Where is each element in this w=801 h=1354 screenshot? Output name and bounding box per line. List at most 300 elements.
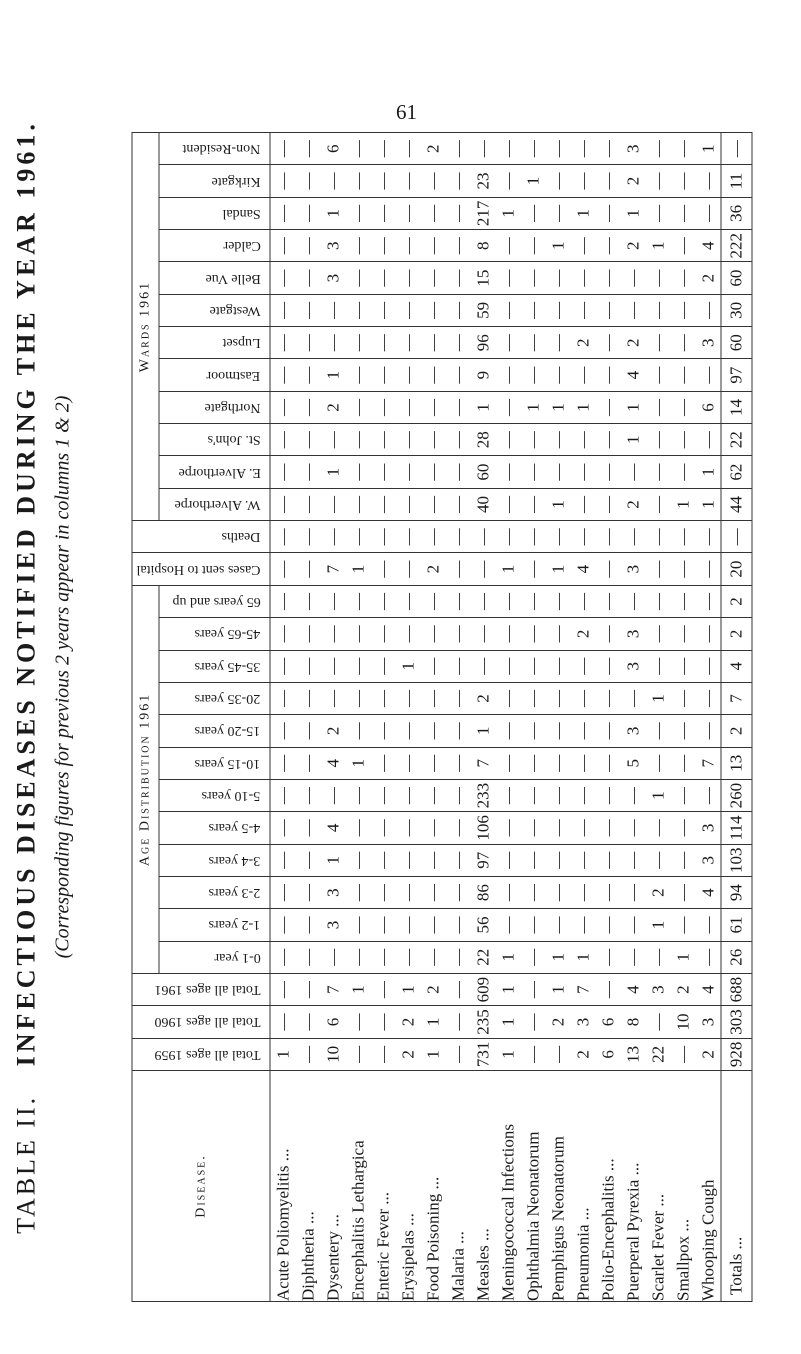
- cell-value: —: [423, 851, 443, 869]
- disease-name: Ophthalmia Neonatorum: [523, 1131, 543, 1301]
- cell-value: —: [498, 237, 518, 255]
- cell-value: —: [548, 204, 568, 222]
- cell-value: 2: [623, 176, 643, 186]
- disease-name: Meningococcal Infections: [498, 1123, 518, 1301]
- age-distribution-header: Age Distribution 1961: [132, 585, 159, 973]
- cell-value: —: [648, 431, 668, 449]
- cell-value: —: [448, 366, 468, 384]
- disease-name: Whooping Cough: [698, 1179, 718, 1301]
- cell-value: —: [423, 787, 443, 805]
- cell-value: —: [348, 657, 368, 675]
- cell-value: 13: [623, 1045, 643, 1063]
- cell-value: —: [673, 819, 693, 837]
- cell-value: 2: [548, 1017, 568, 1027]
- col-values-5: [270, 876, 721, 908]
- disease-name: Smallpox ...: [673, 1218, 693, 1301]
- cell-value: —: [423, 204, 443, 222]
- cell-value: —: [448, 754, 468, 772]
- cell-value: 1: [423, 1050, 443, 1059]
- cell-value: —: [598, 593, 618, 611]
- cell-value: —: [398, 722, 418, 740]
- cell-value: —: [548, 657, 568, 675]
- cell-value: 40: [473, 495, 493, 513]
- cell-value: —: [598, 884, 618, 902]
- disease-name: Puerperal Pyrexia ...: [623, 1162, 643, 1301]
- col-header-25: Calder: [159, 230, 270, 262]
- cell-value: 2: [323, 726, 343, 736]
- cell-value: —: [373, 787, 393, 805]
- cell-value: —: [398, 463, 418, 481]
- cell-value: 6: [598, 1050, 618, 1059]
- cell-value: —: [598, 722, 618, 740]
- cell-value: —: [673, 722, 693, 740]
- cell-value: —: [373, 560, 393, 578]
- cell-value: 4: [623, 985, 643, 994]
- cell-value: —: [498, 366, 518, 384]
- cell-value: 1: [573, 209, 593, 218]
- total-value: 36: [721, 197, 752, 229]
- cell-value: —: [498, 301, 518, 319]
- cell-value: 3: [323, 273, 343, 283]
- total-value: 688: [721, 973, 752, 1005]
- cell-value: —: [423, 334, 443, 352]
- cell-value: —: [623, 593, 643, 611]
- cell-value: —: [523, 722, 543, 740]
- cell-value: —: [298, 1045, 318, 1063]
- disease-name: Malaria ...: [448, 1231, 468, 1301]
- table-title: [12, 0, 42, 1354]
- cell-value: —: [323, 690, 343, 708]
- cell-value: —: [298, 754, 318, 772]
- cell-value: —: [623, 787, 643, 805]
- cell-value: —: [648, 560, 668, 578]
- cell-value: —: [398, 625, 418, 643]
- cell-value: —: [548, 366, 568, 384]
- cell-value: —: [448, 140, 468, 158]
- cell-value: —: [323, 495, 343, 513]
- col-header-13: 45-65 years: [159, 618, 270, 650]
- cell-value: —: [648, 754, 668, 772]
- cell-value: —: [323, 431, 343, 449]
- cell-value: —: [323, 948, 343, 966]
- cell-value: —: [273, 560, 293, 578]
- cell-value: —: [548, 851, 568, 869]
- cell-value: —: [698, 560, 718, 578]
- col-values-12: [270, 650, 721, 682]
- cell-value: 3: [698, 1017, 718, 1027]
- cell-value: —: [573, 722, 593, 740]
- cell-value: —: [348, 722, 368, 740]
- cell-value: —: [523, 754, 543, 772]
- col-values-23: [270, 294, 721, 326]
- cell-value: —: [448, 722, 468, 740]
- total-value: 60: [721, 327, 752, 359]
- cell-value: —: [698, 528, 718, 546]
- cell-value: —: [523, 1045, 543, 1063]
- cell-value: 1: [498, 1017, 518, 1027]
- cell-value: —: [373, 1013, 393, 1031]
- col-values-10: [270, 715, 721, 747]
- cell-value: —: [298, 237, 318, 255]
- cell-value: 3: [623, 661, 643, 671]
- total-value: 13: [721, 747, 752, 779]
- cell-value: —: [398, 819, 418, 837]
- cell-value: —: [423, 528, 443, 546]
- cell-value: —: [598, 431, 618, 449]
- cell-value: —: [573, 884, 593, 902]
- col-header-16: Deaths: [132, 521, 270, 553]
- cell-value: —: [473, 593, 493, 611]
- cell-value: 1: [523, 176, 543, 186]
- total-value: 222: [721, 230, 752, 262]
- cell-value: —: [598, 495, 618, 513]
- cell-value: —: [498, 916, 518, 934]
- cell-value: —: [698, 690, 718, 708]
- col-values-0: [270, 1038, 721, 1070]
- cell-value: —: [423, 172, 443, 190]
- total-value: —: [721, 521, 752, 553]
- cell-value: 4: [573, 564, 593, 574]
- cell-value: 3: [323, 920, 343, 930]
- cell-value: —: [273, 237, 293, 255]
- cell-value: —: [373, 754, 393, 772]
- cell-value: 7: [473, 758, 493, 768]
- cell-value: 7: [573, 985, 593, 994]
- cell-value: —: [423, 754, 443, 772]
- cell-value: —: [598, 398, 618, 416]
- cell-value: 3: [698, 856, 718, 865]
- cell-value: —: [298, 204, 318, 222]
- col-header-15: Cases sent to Hospital: [132, 553, 270, 585]
- cell-value: 3: [623, 629, 643, 639]
- cell-value: —: [448, 172, 468, 190]
- cell-value: 1: [348, 758, 368, 768]
- total-value: 30: [721, 294, 752, 326]
- cell-value: —: [498, 398, 518, 416]
- cell-value: —: [373, 593, 393, 611]
- cell-value: —: [298, 593, 318, 611]
- total-value: 97: [721, 359, 752, 391]
- cell-value: —: [598, 301, 618, 319]
- col-values-26: [270, 197, 721, 229]
- cell-value: —: [648, 948, 668, 966]
- cell-value: —: [648, 1013, 668, 1031]
- cell-value: 1: [623, 435, 643, 445]
- cell-value: 7: [698, 758, 718, 768]
- cell-value: —: [598, 560, 618, 578]
- cell-value: —: [373, 463, 393, 481]
- col-header-10: 15-20 years: [159, 715, 270, 747]
- cell-value: —: [423, 948, 443, 966]
- cell-value: —: [623, 690, 643, 708]
- cell-value: —: [423, 884, 443, 902]
- cell-value: —: [648, 463, 668, 481]
- cell-value: —: [298, 657, 318, 675]
- cell-value: —: [298, 528, 318, 546]
- col-header-27: Kirkgate: [159, 165, 270, 197]
- cell-value: —: [498, 334, 518, 352]
- cell-value: —: [398, 334, 418, 352]
- cell-value: 4: [698, 985, 718, 994]
- cell-value: —: [323, 301, 343, 319]
- cell-value: 3: [573, 1017, 593, 1027]
- cell-value: —: [598, 690, 618, 708]
- cell-value: —: [298, 172, 318, 190]
- col-values-27: [270, 165, 721, 197]
- cell-value: —: [548, 334, 568, 352]
- cell-value: —: [448, 916, 468, 934]
- total-value: 928: [721, 1038, 752, 1070]
- cell-value: —: [498, 172, 518, 190]
- cell-value: 3: [323, 241, 343, 250]
- total-value: 4: [721, 650, 752, 682]
- cell-value: 1: [398, 661, 418, 671]
- disease-name: Diphtheria ...: [298, 1211, 318, 1301]
- cell-value: —: [673, 787, 693, 805]
- cell-value: —: [623, 528, 643, 546]
- cell-value: —: [523, 366, 543, 384]
- cell-value: —: [573, 851, 593, 869]
- cell-value: —: [523, 787, 543, 805]
- cell-value: —: [298, 431, 318, 449]
- cell-value: —: [298, 140, 318, 158]
- cell-value: 3: [323, 888, 343, 897]
- cell-value: 1: [548, 953, 568, 962]
- cell-value: —: [573, 301, 593, 319]
- cell-value: —: [298, 269, 318, 287]
- col-values-28: [270, 133, 721, 165]
- cell-value: —: [348, 398, 368, 416]
- cell-value: —: [273, 1013, 293, 1031]
- col-header-21: Eastmoor: [159, 359, 270, 391]
- cell-value: —: [348, 301, 368, 319]
- cell-value: —: [473, 560, 493, 578]
- cell-value: 1: [548, 241, 568, 250]
- cell-value: —: [448, 1045, 468, 1063]
- cell-value: —: [673, 269, 693, 287]
- cell-value: 2: [698, 1050, 718, 1059]
- cell-value: —: [548, 269, 568, 287]
- cell-value: —: [448, 948, 468, 966]
- cell-value: —: [323, 787, 343, 805]
- cell-value: —: [348, 172, 368, 190]
- cell-value: 6: [598, 1017, 618, 1027]
- cell-value: —: [673, 916, 693, 934]
- cell-value: —: [573, 237, 593, 255]
- cell-value: 1: [648, 791, 668, 800]
- cell-value: —: [698, 593, 718, 611]
- cell-value: 22: [648, 1045, 668, 1063]
- cell-value: 1: [323, 856, 343, 865]
- cell-value: —: [498, 463, 518, 481]
- cell-value: —: [423, 269, 443, 287]
- cell-value: —: [298, 560, 318, 578]
- cell-value: —: [698, 172, 718, 190]
- cell-value: —: [423, 657, 443, 675]
- cell-value: 2: [573, 629, 593, 639]
- cell-value: 1: [473, 726, 493, 736]
- cell-value: —: [523, 625, 543, 643]
- cell-value: —: [498, 884, 518, 902]
- col-values-3: [270, 941, 721, 973]
- col-values-20: [270, 391, 721, 423]
- col-values-21: [270, 359, 721, 391]
- cell-value: —: [373, 204, 393, 222]
- cell-value: —: [548, 819, 568, 837]
- cell-value: —: [673, 884, 693, 902]
- cell-value: —: [598, 237, 618, 255]
- cell-value: —: [273, 754, 293, 772]
- disease-name: Erysipelas ...: [398, 1213, 418, 1301]
- cell-value: —: [648, 172, 668, 190]
- cell-value: 2: [623, 241, 643, 250]
- cell-value: —: [298, 916, 318, 934]
- table-label: TABLE II.: [11, 1094, 41, 1234]
- total-value: 94: [721, 876, 752, 908]
- cell-value: —: [398, 916, 418, 934]
- cell-value: 1: [498, 209, 518, 218]
- cell-value: —: [398, 366, 418, 384]
- cell-value: 2: [623, 338, 643, 348]
- cell-value: —: [348, 948, 368, 966]
- cell-value: —: [548, 431, 568, 449]
- cell-value: —: [573, 269, 593, 287]
- cell-value: —: [673, 657, 693, 675]
- cell-value: —: [348, 1045, 368, 1063]
- cell-value: —: [423, 463, 443, 481]
- total-value: 62: [721, 456, 752, 488]
- cell-value: —: [273, 301, 293, 319]
- cell-value: —: [523, 431, 543, 449]
- cell-value: —: [523, 560, 543, 578]
- cell-value: 5: [623, 758, 643, 768]
- cell-value: —: [448, 657, 468, 675]
- wards-header: Wards 1961: [132, 133, 159, 521]
- cell-value: —: [448, 495, 468, 513]
- cell-value: —: [398, 884, 418, 902]
- cell-value: 1: [698, 500, 718, 509]
- cell-value: —: [623, 463, 643, 481]
- col-header-23: Westgate: [159, 294, 270, 326]
- cell-value: —: [598, 463, 618, 481]
- cell-value: —: [648, 593, 668, 611]
- cell-value: —: [573, 431, 593, 449]
- cell-value: —: [548, 528, 568, 546]
- cell-value: —: [423, 398, 443, 416]
- total-value: 11: [721, 165, 752, 197]
- cell-value: 1: [273, 1050, 293, 1059]
- cell-value: —: [548, 625, 568, 643]
- cell-value: —: [623, 851, 643, 869]
- cell-value: —: [448, 593, 468, 611]
- cell-value: —: [573, 172, 593, 190]
- cell-value: —: [648, 398, 668, 416]
- cell-value: 1: [323, 209, 343, 218]
- cell-value: —: [323, 625, 343, 643]
- cell-value: 1: [348, 985, 368, 994]
- cell-value: —: [398, 140, 418, 158]
- cell-value: —: [548, 140, 568, 158]
- cell-value: —: [273, 819, 293, 837]
- cell-value: —: [648, 625, 668, 643]
- col-values-14: [270, 585, 721, 617]
- disease-name: Pemphigus Neonatorum: [548, 1136, 568, 1301]
- cell-value: 2: [623, 500, 643, 509]
- col-header-7: 4-5 years: [159, 812, 270, 844]
- cell-value: 1: [698, 467, 718, 477]
- cell-value: —: [473, 140, 493, 158]
- cell-value: —: [323, 172, 343, 190]
- cell-value: —: [373, 237, 393, 255]
- cell-value: —: [598, 528, 618, 546]
- col-header-4: 1-2 years: [159, 909, 270, 941]
- cell-value: —: [648, 140, 668, 158]
- cell-value: —: [648, 722, 668, 740]
- cell-value: —: [298, 851, 318, 869]
- cell-value: —: [448, 981, 468, 999]
- cell-value: —: [623, 301, 643, 319]
- total-value: 20: [721, 553, 752, 585]
- cell-value: —: [348, 334, 368, 352]
- cell-value: 2: [648, 888, 668, 897]
- cell-value: —: [498, 819, 518, 837]
- cell-value: —: [498, 269, 518, 287]
- cell-value: —: [373, 722, 393, 740]
- cell-value: 235: [473, 1009, 493, 1035]
- cell-value: —: [523, 1013, 543, 1031]
- cell-value: —: [698, 787, 718, 805]
- cell-value: —: [673, 560, 693, 578]
- col-values-19: [270, 424, 721, 456]
- cell-value: 1: [523, 403, 543, 412]
- cell-value: 1: [473, 403, 493, 412]
- total-value: 2: [721, 585, 752, 617]
- cell-value: 1: [573, 403, 593, 412]
- cell-value: —: [673, 172, 693, 190]
- cell-value: —: [498, 657, 518, 675]
- cell-value: 1: [548, 985, 568, 994]
- cell-value: —: [523, 690, 543, 708]
- cell-value: —: [398, 528, 418, 546]
- cell-value: 2: [398, 1017, 418, 1027]
- col-header-5: 2-3 years: [159, 876, 270, 908]
- cell-value: —: [298, 722, 318, 740]
- cell-value: 1: [323, 467, 343, 477]
- total-value: 2: [721, 715, 752, 747]
- cell-value: —: [673, 398, 693, 416]
- cell-value: 1: [548, 500, 568, 509]
- cell-value: —: [373, 690, 393, 708]
- cell-value: 9: [473, 370, 493, 380]
- cell-value: 15: [473, 269, 493, 287]
- cell-value: —: [448, 625, 468, 643]
- cell-value: 233: [473, 782, 493, 809]
- cell-value: 2: [673, 985, 693, 994]
- cell-value: —: [448, 819, 468, 837]
- cell-value: —: [598, 140, 618, 158]
- cell-value: —: [598, 204, 618, 222]
- cell-value: —: [348, 269, 368, 287]
- cell-value: 3: [648, 985, 668, 994]
- cell-value: —: [623, 819, 643, 837]
- cell-value: —: [323, 334, 343, 352]
- cell-value: —: [398, 787, 418, 805]
- cell-value: 3: [623, 564, 643, 574]
- cell-value: —: [448, 528, 468, 546]
- cell-value: —: [373, 528, 393, 546]
- cell-value: —: [498, 495, 518, 513]
- cell-value: —: [423, 916, 443, 934]
